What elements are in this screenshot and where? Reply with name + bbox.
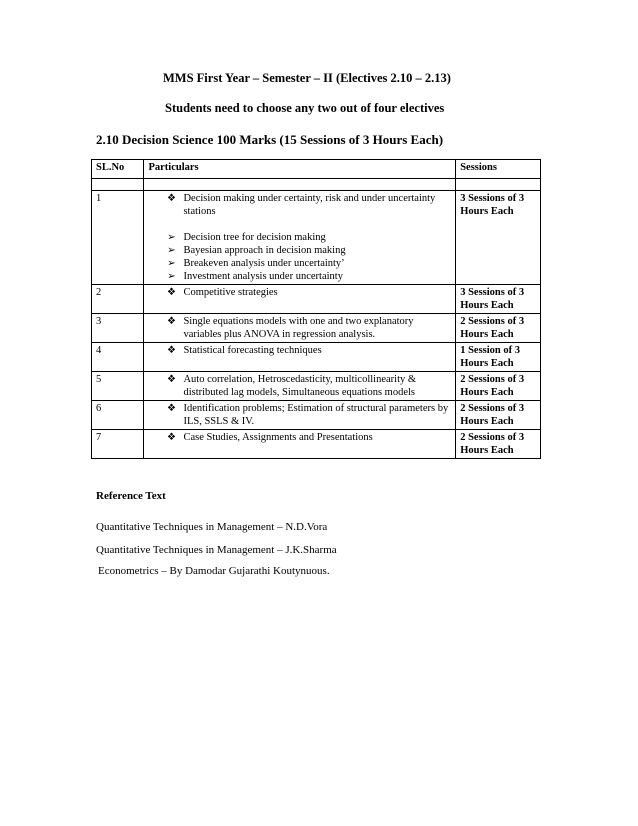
page-subtitle: Students need to choose any two out of four electives [165,101,445,115]
list-item-text: Investment analysis under uncertainty [183,271,343,282]
list-item-text: Identification problems; Estimation of structural parameters by ILS, SSLS & IV. [183,403,449,427]
particulars-list [148,315,451,341]
list-item-text: Breakeven analysis under uncertainty’ [183,258,345,269]
table-row [92,430,541,459]
diamond-bullet-icon: ❖ [166,193,176,204]
particulars-list [148,373,451,399]
list-item-text: Auto correlation, Hetroscedasticity, multicollinearity & distributed lag models, Simultaneous equations models [183,374,417,398]
list-gap [148,218,451,231]
column-header-particulars: Particulars [144,160,456,179]
sessions-cell: 3 Sessions of 3 Hours Each [456,285,541,314]
particulars-list [148,402,451,428]
spacer-cell [92,179,144,191]
particulars-list [148,431,451,444]
table-spacer-row [92,179,541,191]
table-row [92,285,541,314]
list-item-text: Bayesian approach in decision making [183,245,346,256]
list-item-text: Decision making under certainty, risk and under uncertainty stations [183,193,436,217]
particulars-list [148,286,451,299]
column-header-slno: SL.No [92,160,144,179]
arrow-bullet-icon: ➢ [167,271,176,282]
list-item [148,431,451,444]
table-body [92,179,541,459]
particulars-list [148,192,451,283]
particulars-cell [144,285,456,314]
column-header-sessions: Sessions [456,160,541,179]
list-item-text: Decision tree for decision making [183,232,326,243]
table-row [92,191,541,285]
list-item-text: Case Studies, Assignments and Presentations [183,432,373,443]
list-item-text: Statistical forecasting techniques [183,345,322,356]
particulars-cell [144,372,456,401]
slno-cell: 2 [92,285,144,314]
reference-item: Econometrics – By Damodar Gujarathi Koutynuous. [98,565,330,577]
list-item [148,244,451,257]
page-title: MMS First Year – Semester – II (Electives 2.10 – 2.13) [163,71,451,85]
slno-cell: 7 [92,430,144,459]
list-item-text: Single equations models with one and two explanatory variables plus ANOVA in regression analysis. [183,316,414,340]
reference-item: Quantitative Techniques in Management – N.D.Vora [96,521,328,533]
list-item [148,286,451,299]
sessions-cell: 3 Sessions of 3 Hours Each [456,191,541,285]
diamond-bullet-icon: ❖ [166,432,176,443]
list-item [148,257,451,270]
particulars-cell [144,191,456,285]
slno-cell: 5 [92,372,144,401]
list-item [148,231,451,244]
particulars-list [148,344,451,357]
list-item-text: Competitive strategies [183,287,278,298]
sessions-cell: 2 Sessions of 3 Hours Each [456,401,541,430]
table-row [92,343,541,372]
diamond-bullet-icon: ❖ [166,345,176,356]
list-item [148,315,451,341]
diamond-bullet-icon: ❖ [166,287,176,298]
syllabus-table [91,159,541,459]
slno-cell: 4 [92,343,144,372]
particulars-cell [144,430,456,459]
table-row [92,314,541,343]
list-item [148,402,451,428]
slno-cell: 1 [92,191,144,285]
spacer-cell [144,179,456,191]
sessions-cell: 1 Session of 3 Hours Each [456,343,541,372]
list-item [148,270,451,283]
diamond-bullet-icon: ❖ [166,316,176,327]
table-row [92,401,541,430]
table-header-row [92,160,541,179]
diamond-bullet-icon: ❖ [166,403,176,414]
sessions-cell: 2 Sessions of 3 Hours Each [456,314,541,343]
slno-cell: 3 [92,314,144,343]
sessions-cell: 2 Sessions of 3 Hours Each [456,372,541,401]
slno-cell: 6 [92,401,144,430]
arrow-bullet-icon: ➢ [167,232,176,243]
list-item [148,344,451,357]
particulars-cell [144,401,456,430]
table-row [92,372,541,401]
section-title: 2.10 Decision Science 100 Marks (15 Sessions of 3 Hours Each) [96,132,444,147]
particulars-cell [144,343,456,372]
arrow-bullet-icon: ➢ [167,245,176,256]
particulars-cell [144,314,456,343]
reference-item: Quantitative Techniques in Management – J.K.Sharma [96,544,337,556]
spacer-cell [456,179,541,191]
sessions-cell: 2 Sessions of 3 Hours Each [456,430,541,459]
reference-title: Reference Text [96,490,166,502]
diamond-bullet-icon: ❖ [166,374,176,385]
arrow-bullet-icon: ➢ [167,258,176,269]
list-item [148,192,451,218]
list-item [148,373,451,399]
